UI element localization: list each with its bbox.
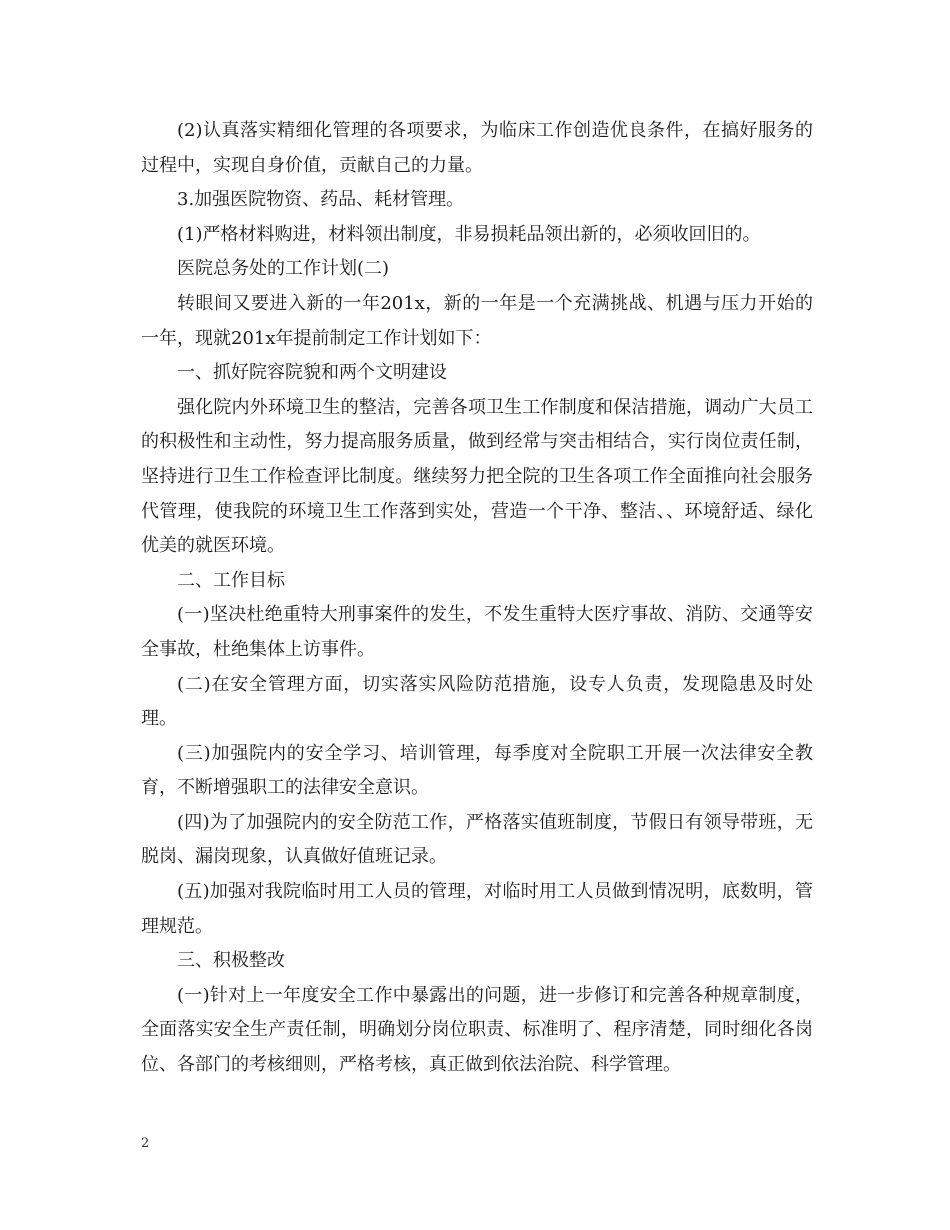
paragraph: (五)加强对我院临时用工人员的管理，对临时用工人员做到情况明，底数明，管理规范。 [141, 881, 813, 937]
page-number: 2 [141, 1136, 150, 1151]
section-heading: 三、积极整改 [177, 950, 285, 972]
paragraph: (2)认真落实精细化管理的各项要求，为临床工作创造优良条件，在搞好服务的过程中，实现自身价值，贡献自己的力量。 [141, 120, 813, 176]
paragraph: (二)在安全管理方面，切实落实风险防范措施，设专人负责，发现隐患及时处理。 [141, 673, 813, 730]
section-heading: 3.加强医院物资、药品、耗材管理。 [177, 189, 465, 211]
paragraph: 转眼间又要进入新的一年201x，新的一年是一个充满挑战、机遇与压力开始的一年，现就201x年提前制定工作计划如下： [141, 292, 813, 349]
paragraph: (三)加强院内的安全学习、培训管理，每季度对全院职工开展一次法律安全教育，不断增强职工的法律安全意识。 [141, 742, 813, 799]
paragraph: (四)为了加强院内的安全防范工作，严格落实值班制度，节假日有领导带班，无脱岗、漏岗现象，认真做好值班记录。 [141, 811, 813, 868]
section-heading: 二、工作目标 [177, 569, 285, 591]
document-subtitle: 医院总务处的工作计划(二) [177, 258, 390, 280]
document-body [141, 114, 813, 1083]
paragraph: (一)坚决杜绝重特大刑事案件的发生，不发生重特大医疗事故、消防、交通等安全事故，杜绝集体上访事件。 [141, 604, 813, 660]
paragraph: (1)严格材料购进，材料领出制度，非易损耗品领出新的，必须收回旧的。 [177, 223, 761, 245]
paragraph: (一)针对上一年度安全工作中暴露出的问题，进一步修订和完善各种规章制度，全面落实安全生产责任制，明确划分岗位职责、标准明了、程序清楚，同时细化各岗位、各部门的考核细则，严格考核，真正做到依法治院、科学管理。 [141, 984, 813, 1076]
section-heading: 一、抓好院容院貌和两个文明建设 [177, 362, 447, 384]
paragraph: 强化院内外环境卫生的整洁，完善各项卫生工作制度和保洁措施，调动广大员工的积极性和主动性，努力提高服务质量，做到经常与突击相结合，实行岗位责任制，坚持进行卫生工作检查评比制度。继续努力把全院的卫生各项工作全面推向社会服务代管理，使我院的环境卫生工作落到实处，营造一个干净、整洁、、环境舒适、绿化优美的就医环境。 [141, 396, 813, 557]
